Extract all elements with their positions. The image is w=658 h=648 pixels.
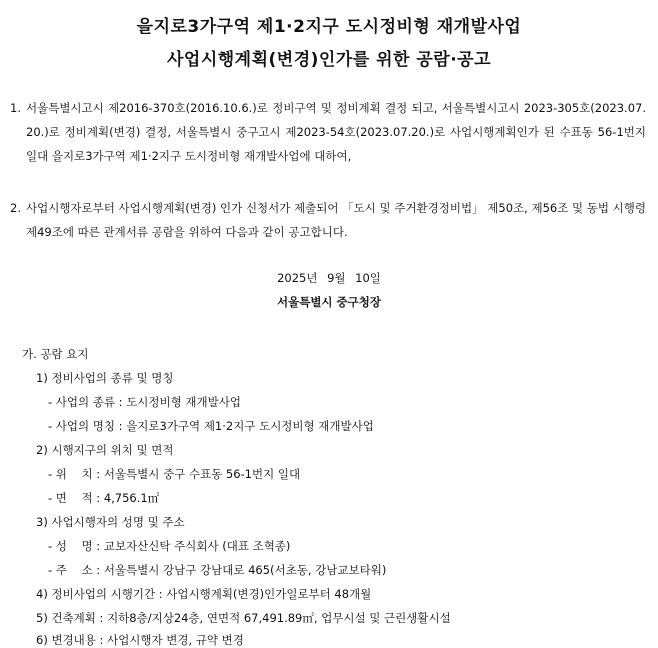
paragraph-1 xyxy=(10,96,646,168)
operator-name: - 성 명 : 교보자산신탁 주식회사 (대표 조혁종) xyxy=(48,539,291,553)
paragraph-2 xyxy=(10,196,646,244)
operator-address: - 주 소 : 서울특별시 강남구 강남대로 465(서초동, 강남교보타워) xyxy=(48,563,387,577)
section-2-heading: 2) 시행지구의 위치 및 면적 xyxy=(36,443,174,457)
section-5-building-plan: 5) 건축계획 : 지하8층/지상24층, 연면적 67,491.89㎡, 업무시설 및 근린생활시설 xyxy=(36,611,451,625)
section-3-heading: 3) 사업시행자의 성명 및 주소 xyxy=(36,515,185,529)
project-area: - 면 적 : 4,756.1㎡ xyxy=(48,491,160,505)
paragraph-1-number: 1. xyxy=(10,101,21,115)
document-title: 을지로3가구역 제1·2지구 도시정비형 재개발사업 xyxy=(136,17,522,37)
section-4-period: 4) 정비사업의 시행기간 : 사업시행계획(변경)인가일로부터 48개월 xyxy=(36,587,372,601)
issuer: 서울특별시 중구청장 xyxy=(277,295,381,309)
announcement-date: 2025년 9월 10일 xyxy=(277,271,381,285)
project-name: - 사업의 명칭 : 을지로3가구역 제1·2지구 도시정비형 재개발사업 xyxy=(48,419,374,433)
section-1-heading: 1) 정비사업의 종류 및 명칭 xyxy=(36,371,174,385)
section-6-changes: 6) 변경내용 : 사업시행자 변경, 규약 변경 xyxy=(36,633,244,647)
document-subtitle: 사업시행계획(변경)인가를 위한 공람·공고 xyxy=(166,50,491,70)
paragraph-1-text: 서울특별시고시 제2016-370호(2016.10.6.)로 정비구역 및 정비계획 결정 되고, 서울특별시고시 2023-305호(2023.07.20.)로 정비계획(변경) 결정, 서울특별시 중구고시 제2023-54호(2023.07.20.)로 사업시행계획인가 된 수표동 56-1번지 일대 을지로3가구역 제1·2지구 도시정비형 재개발사업에 대하여, xyxy=(26,101,646,163)
paragraph-2-number: 2. xyxy=(10,201,21,215)
project-type: - 사업의 종류 : 도시정비형 재개발사업 xyxy=(48,395,241,409)
paragraph-2-text: 사업시행자로부터 사업시행계획(변경) 인가 신청서가 제출되어 「도시 및 주거환경정비법」 제50조, 제56조 및 동법 시행령 제49조에 따른 관계서류 공람을 위하여 다음과 같이 공고합니다. xyxy=(26,201,646,239)
project-location: - 위 치 : 서울특별시 중구 수표동 56-1번지 일대 xyxy=(48,467,301,481)
outline-heading: 가. 공람 요지 xyxy=(22,347,89,361)
